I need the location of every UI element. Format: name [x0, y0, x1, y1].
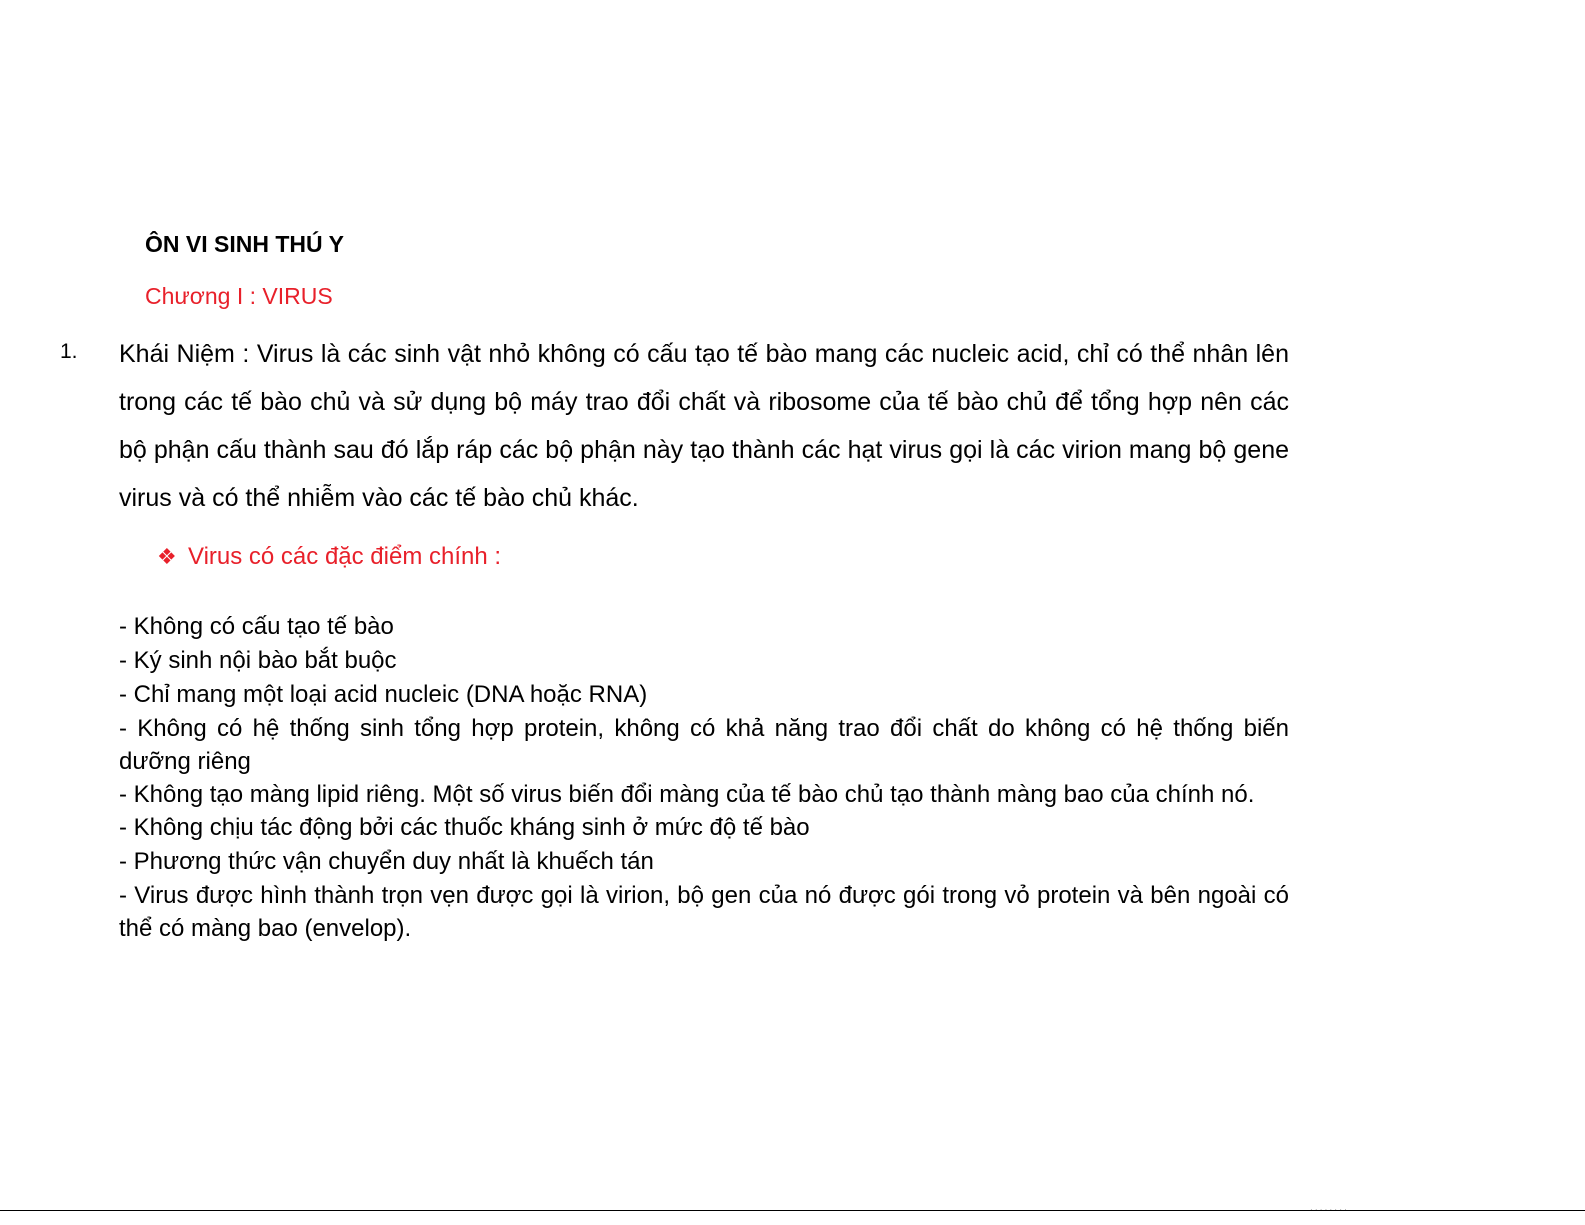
list-item: - Virus được hình thành trọn vẹn được gọi là virion, bộ gen của nó được gói trong vỏ protein và bên ngoài có thể có màng bao (envelop). — [119, 882, 1289, 942]
list-item: - Phương thức vận chuyển duy nhất là khuếch tán — [119, 848, 654, 875]
features-list — [119, 610, 1289, 945]
list-item: - Chỉ mang một loại acid nucleic (DNA hoặc RNA) — [119, 681, 648, 708]
list-item: - Không tạo màng lipid riêng. Một số virus biến đổi màng của tế bào chủ tạo thành màng bao của chính nó. — [119, 781, 1255, 808]
document-title: ÔN VI SINH THÚ Y — [145, 231, 344, 257]
definition-paragraph: Khái Niệm : Virus là các sinh vật nhỏ không có cấu tạo tế bào mang các nucleic acid, chỉ có thể nhân lên trong các tế bào chủ và sử dụng bộ máy trao đổi chất và ribosome của tế bào chủ để tổng hợp nên các bộ phận cấu thành sau đó lắp ráp các bộ phận này tạo thành các hạt virus gọi là các virion mang bộ gene virus và có thể nhiễm vào các tế bào chủ khác. — [119, 340, 1289, 512]
list-item: - Không có cấu tạo tế bào — [119, 613, 394, 640]
list-item: - Không có hệ thống sinh tổng hợp protein, không có khả năng trao đổi chất do không có hệ thống biến dưỡng riêng — [119, 715, 1289, 775]
features-heading — [157, 542, 501, 572]
list-item: - Không chịu tác động bởi các thuốc kháng sinh ở mức độ tế bào — [119, 814, 810, 841]
list-item: - Ký sinh nội bào bắt buộc — [119, 647, 397, 674]
footer-divider — [0, 1210, 1585, 1211]
chapter-title: Chương I : VIRUS — [145, 283, 333, 309]
footer-text: · · · · · · · · — [1310, 1205, 1347, 1214]
section-number: 1. — [60, 340, 78, 363]
diamond-bullet-icon: ❖ — [157, 544, 177, 569]
features-heading-label: Virus có các đặc điểm chính : — [188, 543, 502, 570]
